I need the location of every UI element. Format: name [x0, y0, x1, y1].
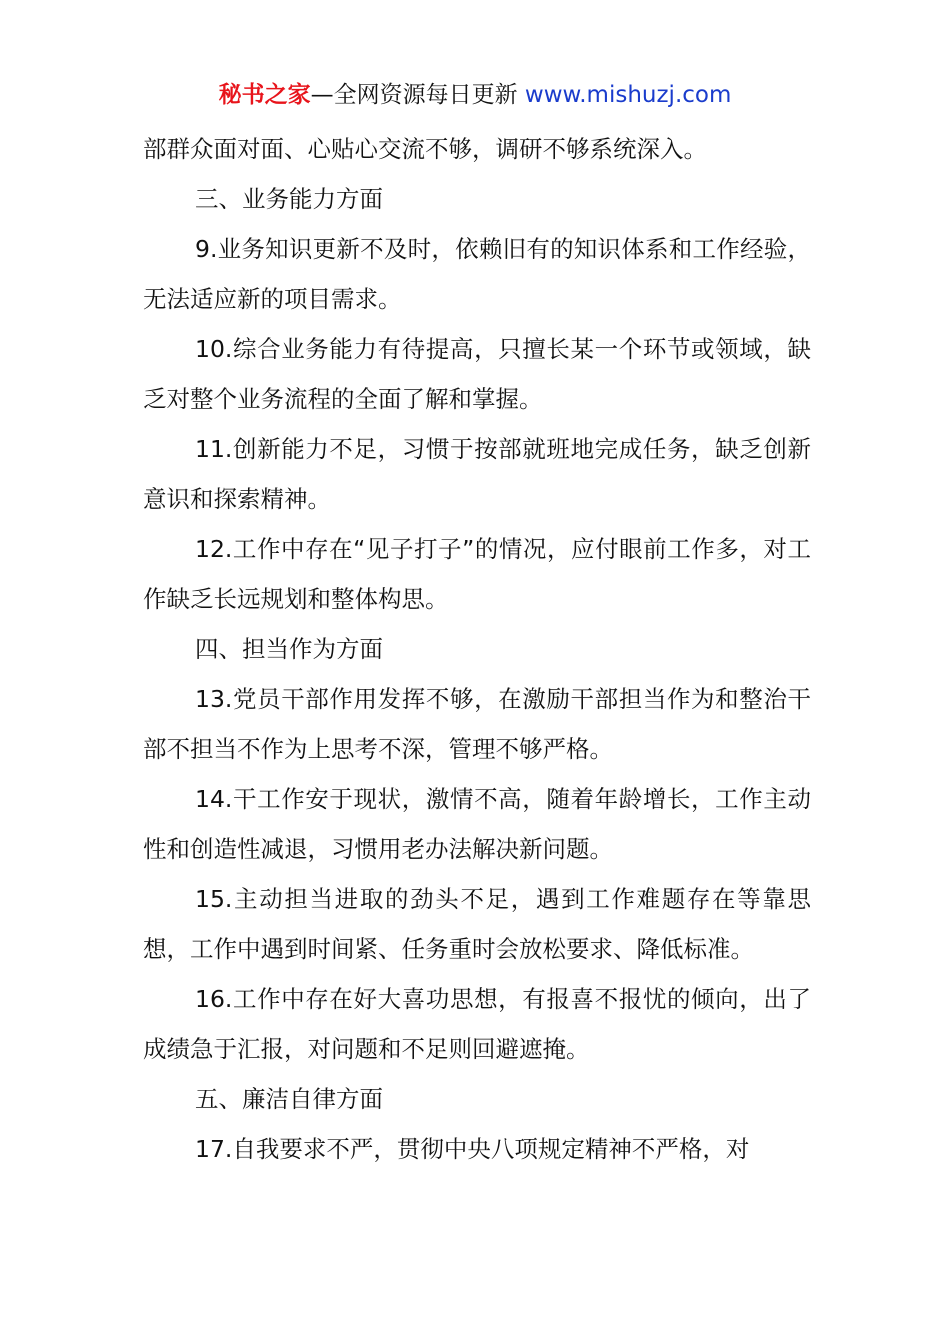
section-heading: 三、业务能力方面 — [195, 185, 383, 213]
section-heading: 五、廉洁自律方面 — [195, 1085, 383, 1113]
paragraph: 13.党员干部作用发挥不够，在激励干部担当作为和整治干部不担当不作为上思考不深，管理不够严格。 — [143, 685, 811, 763]
paragraph: 10.综合业务能力有待提高，只擅长某一个环节或领域，缺乏对整个业务流程的全面了解和掌握。 — [143, 335, 811, 413]
paragraph: 17.自我要求不严，贯彻中央八项规定精神不严格，对 — [195, 1135, 750, 1163]
document-body — [143, 124, 811, 1174]
page-header — [0, 80, 950, 110]
paragraph: 11.创新能力不足，习惯于按部就班地完成任务，缺乏创新意识和探索精神。 — [143, 435, 811, 513]
brand-name: 秘书之家 — [218, 82, 311, 108]
paragraph: 14.干工作安于现状，激情不高，随着年龄增长，工作主动性和创造性减退，习惯用老办法解决新问题。 — [143, 785, 811, 863]
paragraph: 12.工作中存在“见子打子”的情况，应付眼前工作多，对工作缺乏长远规划和整体构思。 — [143, 535, 811, 613]
paragraph: 部群众面对面、心贴心交流不够，调研不够系统深入。 — [143, 135, 707, 163]
website-link[interactable]: www.mishuzj.com — [524, 82, 732, 108]
paragraph: 16.工作中存在好大喜功思想，有报喜不报忧的倾向，出了成绩急于汇报，对问题和不足则回避遮掩。 — [143, 985, 811, 1063]
paragraph: 15.主动担当进取的劲头不足，遇到工作难题存在等靠思想，工作中遇到时间紧、任务重时会放松要求、降低标准。 — [143, 885, 811, 963]
section-heading: 四、担当作为方面 — [195, 635, 383, 663]
paragraph: 9.业务知识更新不及时，依赖旧有的知识体系和工作经验，无法适应新的项目需求。 — [143, 235, 811, 313]
header-tagline: —全网资源每日更新 — [310, 82, 518, 108]
